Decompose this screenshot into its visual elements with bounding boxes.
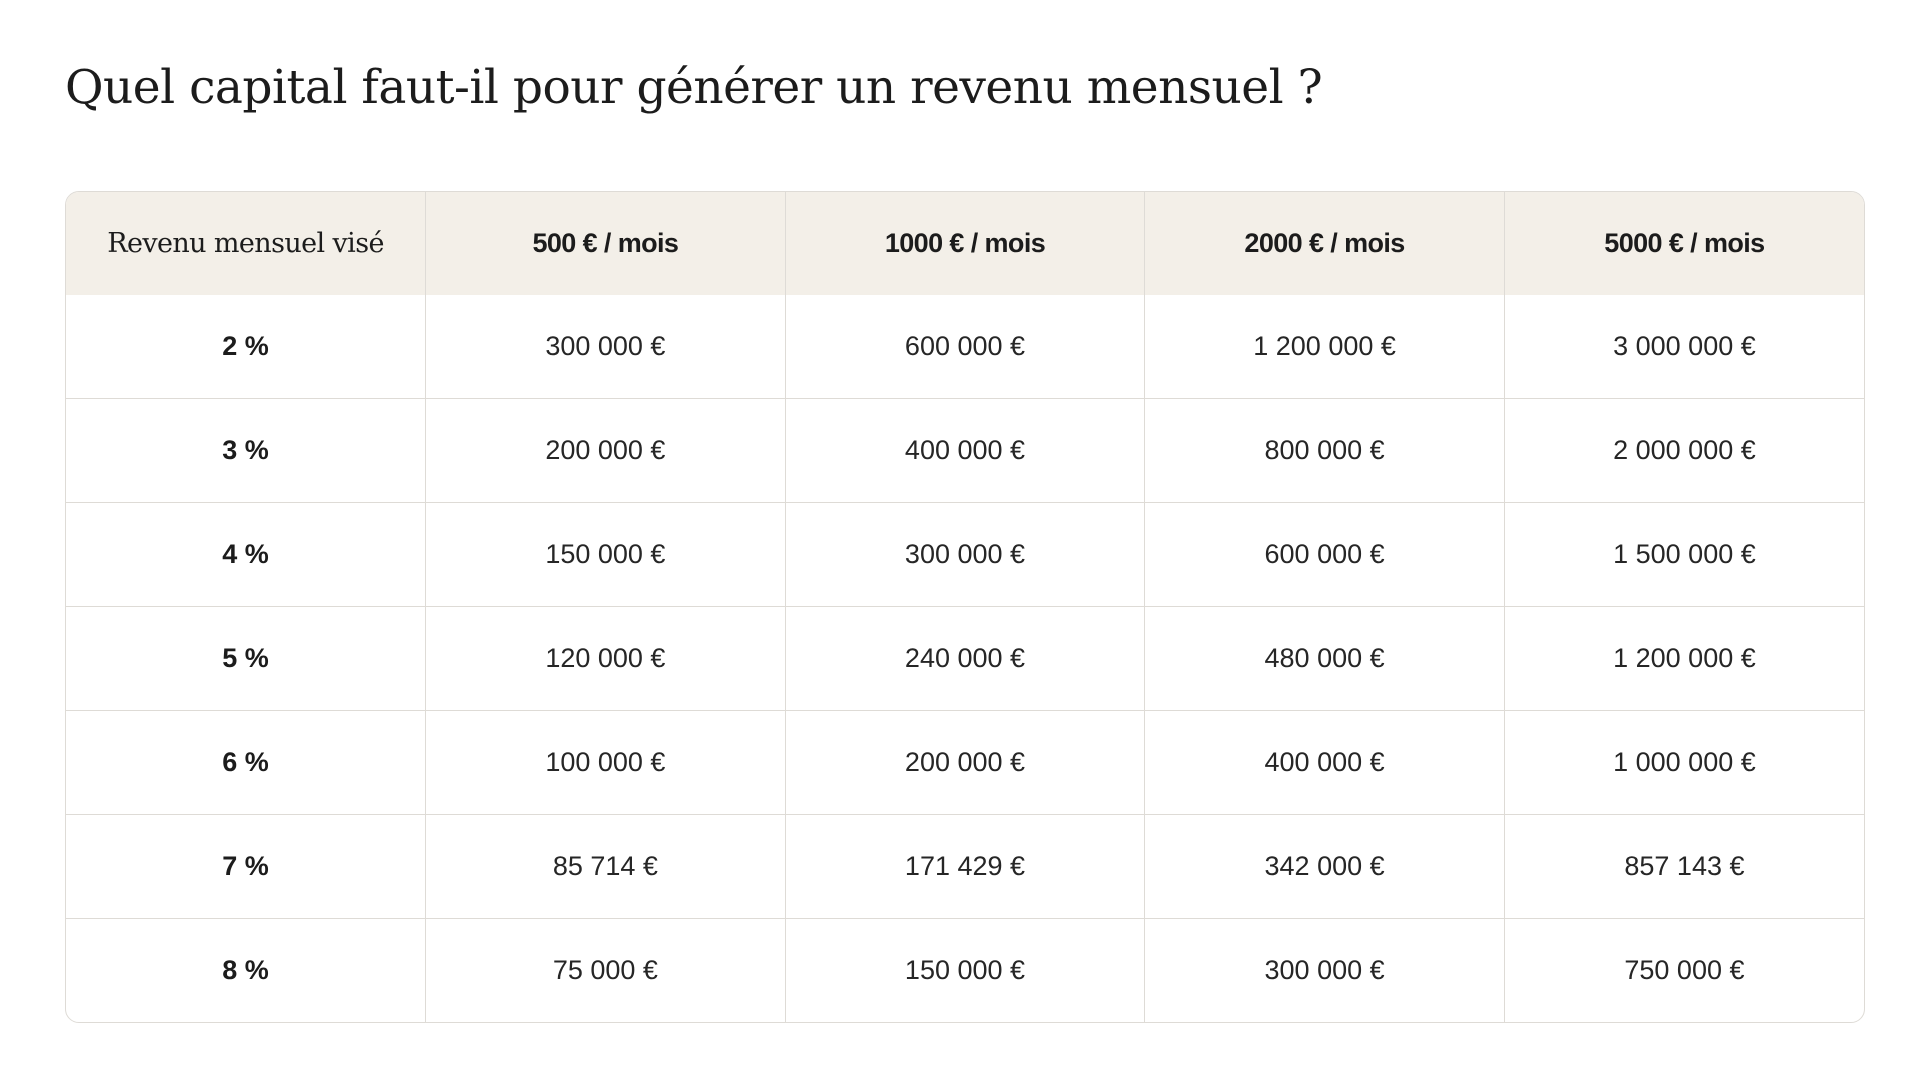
capital-cell: 300 000 € bbox=[1145, 919, 1505, 1023]
table-header-row bbox=[66, 192, 1864, 295]
rate-cell: 7 % bbox=[66, 815, 426, 919]
capital-cell: 300 000 € bbox=[785, 503, 1145, 607]
header-5000: 5000 € / mois bbox=[1504, 192, 1864, 295]
capital-cell: 857 143 € bbox=[1504, 815, 1864, 919]
capital-cell: 200 000 € bbox=[785, 711, 1145, 815]
capital-cell: 300 000 € bbox=[426, 295, 786, 399]
capital-cell: 1 200 000 € bbox=[1145, 295, 1505, 399]
capital-cell: 800 000 € bbox=[1145, 399, 1505, 503]
rate-cell: 8 % bbox=[66, 919, 426, 1023]
capital-cell: 400 000 € bbox=[785, 399, 1145, 503]
capital-cell: 120 000 € bbox=[426, 607, 786, 711]
capital-cell: 1 500 000 € bbox=[1504, 503, 1864, 607]
rate-cell: 2 % bbox=[66, 295, 426, 399]
rate-cell: 4 % bbox=[66, 503, 426, 607]
capital-cell: 600 000 € bbox=[1145, 503, 1505, 607]
capital-table bbox=[66, 192, 1864, 1022]
header-target-income: Revenu mensuel visé bbox=[66, 192, 426, 295]
capital-table-container bbox=[65, 191, 1865, 1023]
capital-cell: 150 000 € bbox=[426, 503, 786, 607]
header-2000: 2000 € / mois bbox=[1145, 192, 1505, 295]
table-row bbox=[66, 711, 1864, 815]
page-title: Quel capital faut-il pour générer un revenu mensuel ? bbox=[65, 60, 1323, 115]
capital-cell: 1 000 000 € bbox=[1504, 711, 1864, 815]
capital-cell: 342 000 € bbox=[1145, 815, 1505, 919]
capital-cell: 750 000 € bbox=[1624, 955, 1745, 985]
header-500: 500 € / mois bbox=[426, 192, 786, 295]
table-row bbox=[66, 503, 1864, 607]
capital-cell: 171 429 € bbox=[785, 815, 1145, 919]
capital-cell: 600 000 € bbox=[785, 295, 1145, 399]
table-row bbox=[66, 607, 1864, 711]
capital-cell: 3 000 000 € bbox=[1504, 295, 1864, 399]
rate-cell: 3 % bbox=[66, 399, 426, 503]
header-1000: 1000 € / mois bbox=[785, 192, 1145, 295]
capital-cell: 150 000 € bbox=[785, 919, 1145, 1023]
capital-cell: 200 000 € bbox=[426, 399, 786, 503]
table-row bbox=[66, 295, 1864, 399]
table-row bbox=[66, 399, 1864, 503]
capital-cell: 85 714 € bbox=[426, 815, 786, 919]
table-row bbox=[66, 919, 1864, 1023]
rate-cell: 6 % bbox=[66, 711, 426, 815]
capital-cell: 1 200 000 € bbox=[1504, 607, 1864, 711]
rate-cell: 5 % bbox=[66, 607, 426, 711]
capital-cell: 240 000 € bbox=[785, 607, 1145, 711]
capital-cell: 480 000 € bbox=[1145, 607, 1505, 711]
capital-cell: 2 000 000 € bbox=[1504, 399, 1864, 503]
capital-cell: 100 000 € bbox=[426, 711, 786, 815]
capital-cell: 400 000 € bbox=[1145, 711, 1505, 815]
capital-cell: 75 000 € bbox=[426, 919, 786, 1023]
table-row bbox=[66, 815, 1864, 919]
